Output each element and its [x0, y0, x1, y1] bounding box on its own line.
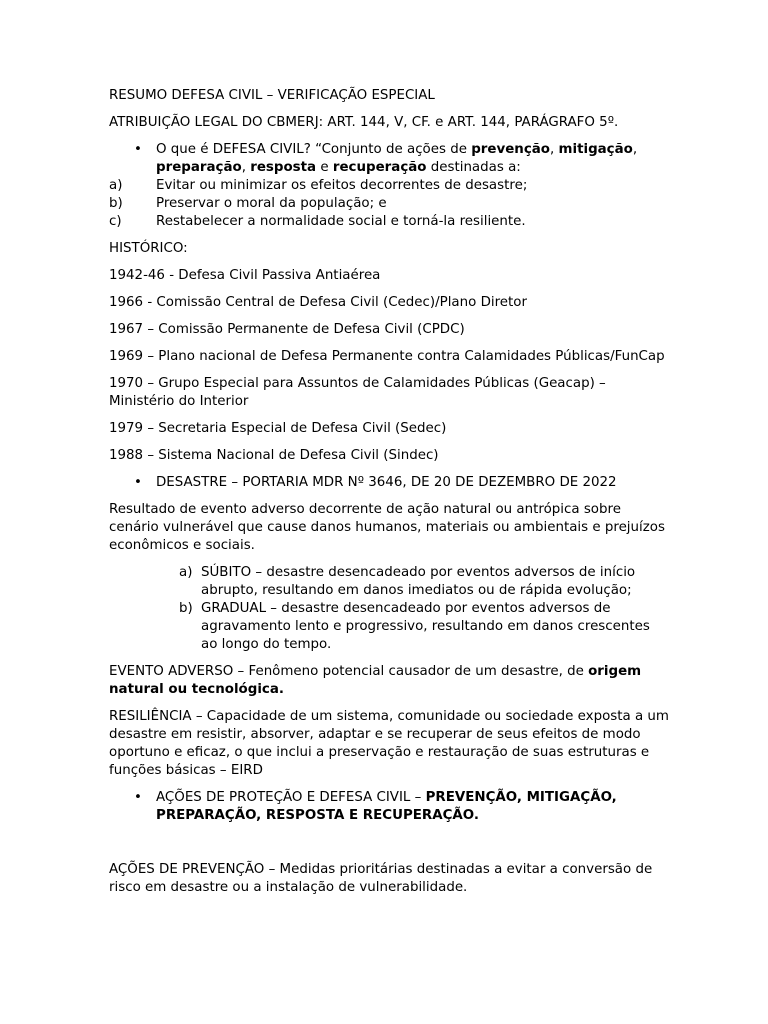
list-item [109, 213, 669, 231]
bullet-icon: • [134, 475, 142, 490]
resiliencia-paragraph: RESILIÊNCIA – Capacidade de um sistema, comunidade ou sociedade exposta a um desastre em resistir, absorver, adaptar e se recuperar de seus efeitos de modo oportuno e eficaz, o que inclui a preservação e restauração de suas estruturas e funções básicas – EIRD [109, 709, 669, 778]
prevencao-paragraph: AÇÕES DE PREVENÇÃO – Medidas prioritárias destinadas a evitar a conversão de risco em desastre ou a instalação de vulnerabilidade. [109, 862, 653, 895]
bullet-icon: • [134, 142, 142, 157]
list-item [109, 600, 669, 654]
list-text: SÚBITO – desastre desencadeado por eventos adversos de início abrupto, resultando em danos imediatos ou de rápida evolução; [201, 565, 636, 598]
historico-item: 1967 – Comissão Permanente de Defesa Civil (CPDC) [109, 322, 465, 337]
keyword-prevencao: prevenção [471, 142, 551, 157]
list-label: c) [109, 214, 122, 229]
separator: , [241, 160, 251, 175]
acoes-bold: PREVENÇÃO, MITIGAÇÃO, PREPARAÇÃO, RESPOSTA E RECUPERAÇÃO. [156, 790, 617, 823]
desastre-definition: Resultado de evento adverso decorrente de ação natural ou antrópica sobre cenário vulnerável que cause danos humanos, materiais ou ambientais e prejuízos econômicos e sociais. [109, 502, 665, 553]
list-text: Evitar ou minimizar os efeitos decorrentes de desastre; [156, 178, 528, 193]
list-item [109, 177, 669, 195]
legal-attribution: ATRIBUIÇÃO LEGAL DO CBMERJ: ART. 144, V, CF. e ART. 144, PARÁGRAFO 5º. [109, 115, 619, 130]
evento-adverso-paragraph [109, 663, 669, 699]
separator: e [316, 160, 333, 175]
keyword-resposta: resposta [250, 160, 317, 175]
keyword-recuperacao: recuperação [332, 160, 427, 175]
historico-item: 1970 – Grupo Especial para Assuntos de Calamidades Públicas (Geacap) – Ministério do Interior [109, 376, 606, 409]
historico-heading: HISTÓRICO: [109, 241, 188, 256]
list-text: Restabelecer a normalidade social e torná-la resiliente. [156, 214, 526, 229]
historico-item: 1988 – Sistema Nacional de Defesa Civil (Sindec) [109, 448, 439, 463]
document-title: RESUMO DEFESA CIVIL – VERIFICAÇÃO ESPECIAL [109, 88, 435, 103]
historico-item: 1942-46 - Defesa Civil Passiva Antiaérea [109, 268, 381, 283]
document-content [109, 87, 669, 897]
list-label: a) [179, 565, 193, 580]
evento-adverso-text: EVENTO ADVERSO – Fenômeno potencial causador de um desastre, de [109, 664, 589, 679]
acoes-text: AÇÕES DE PROTEÇÃO E DEFESA CIVIL – [156, 790, 426, 805]
desastre-heading: DESASTRE – PORTARIA MDR Nº 3646, DE 20 DE DEZEMBRO DE 2022 [156, 475, 617, 490]
desastre-bullet-item [109, 474, 669, 492]
list-item [109, 195, 669, 213]
evento-adverso-bold: origem natural ou tecnológica. [109, 664, 642, 697]
list-label: b) [179, 601, 193, 616]
list-text: GRADUAL – desastre desencadeado por eventos adversos de agravamento lento e progressivo, resultando em danos crescentes ao longo do tempo. [201, 601, 650, 652]
keyword-preparacao: preparação [156, 160, 242, 175]
historico-item: 1979 – Secretaria Especial de Defesa Civil (Sedec) [109, 421, 447, 436]
keyword-mitigacao: mitigação [558, 142, 633, 157]
list-label: b) [109, 196, 123, 211]
acoes-bullet-item [109, 789, 669, 825]
list-item [109, 564, 669, 600]
list-text: Preservar o moral da população; e [156, 196, 387, 211]
separator: , [550, 142, 559, 157]
definition-bullet-item [109, 141, 669, 177]
definition-intro: O que é DEFESA CIVIL? “Conjunto de ações de [156, 142, 472, 157]
separator: , [632, 142, 638, 157]
definition-outro: destinadas a: [426, 160, 521, 175]
list-label: a) [109, 178, 123, 193]
bullet-icon: • [134, 790, 142, 805]
historico-item: 1966 - Comissão Central de Defesa Civil (Cedec)/Plano Diretor [109, 295, 527, 310]
historico-item: 1969 – Plano nacional de Defesa Permanente contra Calamidades Públicas/FunCap [109, 349, 665, 364]
